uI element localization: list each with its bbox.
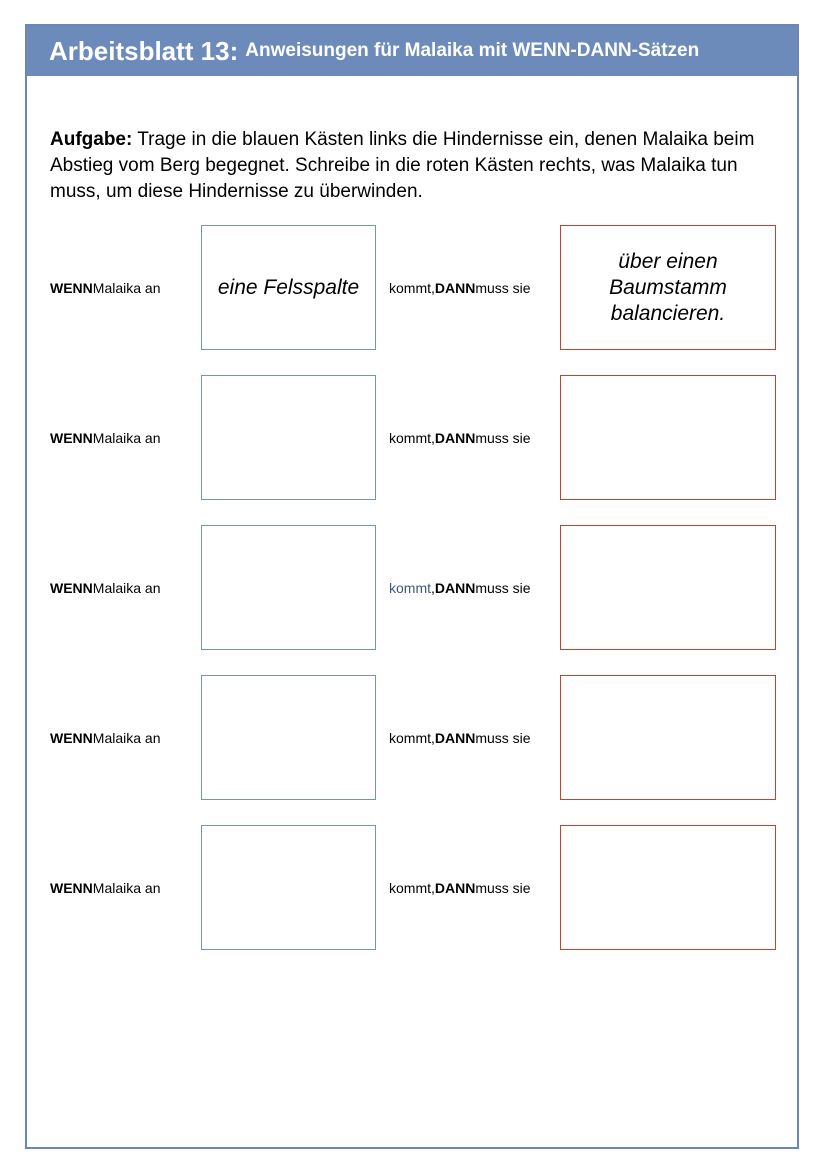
worksheet-title: Anweisungen für Malaika mit WENN-DANN-Sätzen <box>245 40 700 61</box>
action-box[interactable]: über einen Baumstamm balancieren. <box>560 225 776 350</box>
wenn-label <box>50 675 160 800</box>
wenn-label <box>50 525 160 650</box>
kommt-text: kommt <box>389 429 431 446</box>
dann-keyword: DANN <box>434 879 476 896</box>
task-text: Trage in die blauen Kästen links die Hindernisse ein, denen Malaika beim Abstieg vom Berg begegnet. Schreibe in die roten Kästen rechts, was Malaika tun muss, um diese Hindernisse zu überwinden. <box>50 129 755 202</box>
malaika-an-text: Malaika an <box>92 729 161 746</box>
dann-keyword: DANN <box>434 429 476 446</box>
comma-text: , <box>431 879 435 896</box>
dann-keyword: DANN <box>434 279 476 296</box>
wenn-keyword: WENN <box>50 729 93 746</box>
wenn-label <box>50 225 160 350</box>
worksheet-header <box>27 26 797 76</box>
obstacle-box[interactable] <box>201 675 376 800</box>
task-label: Aufgabe: <box>50 129 133 150</box>
wenn-label <box>50 375 160 500</box>
dann-label <box>389 825 531 950</box>
muss-sie-text: muss sie <box>475 579 531 596</box>
worksheet-frame <box>25 24 799 1149</box>
muss-sie-text: muss sie <box>475 729 531 746</box>
wenn-keyword: WENN <box>50 279 93 296</box>
sentence-row <box>27 375 797 500</box>
action-box[interactable] <box>560 675 776 800</box>
dann-label <box>389 375 531 500</box>
kommt-text: kommt <box>389 579 431 596</box>
comma-text: , <box>431 579 435 596</box>
wenn-keyword: WENN <box>50 429 93 446</box>
sentence-row <box>27 825 797 950</box>
malaika-an-text: Malaika an <box>92 579 161 596</box>
dann-label <box>389 525 531 650</box>
sentence-row <box>27 675 797 800</box>
comma-text: , <box>431 429 435 446</box>
kommt-text: kommt <box>389 879 431 896</box>
malaika-an-text: Malaika an <box>92 429 161 446</box>
dann-keyword: DANN <box>434 729 476 746</box>
obstacle-box[interactable] <box>201 375 376 500</box>
sentence-row <box>27 525 797 650</box>
muss-sie-text: muss sie <box>475 429 531 446</box>
comma-text: , <box>431 729 435 746</box>
dann-label <box>389 225 531 350</box>
dann-label <box>389 675 531 800</box>
sentence-row <box>27 225 797 350</box>
worksheet-number: Arbeitsblatt 13: <box>49 35 239 66</box>
action-box[interactable] <box>560 525 776 650</box>
malaika-an-text: Malaika an <box>92 279 161 296</box>
task-instructions <box>50 127 790 205</box>
wenn-keyword: WENN <box>50 879 93 896</box>
wenn-keyword: WENN <box>50 579 93 596</box>
kommt-text: kommt <box>389 279 431 296</box>
obstacle-box[interactable] <box>201 825 376 950</box>
comma-text: , <box>431 279 435 296</box>
muss-sie-text: muss sie <box>475 879 531 896</box>
malaika-an-text: Malaika an <box>92 879 161 896</box>
action-box[interactable] <box>560 825 776 950</box>
kommt-text: kommt <box>389 729 431 746</box>
dann-keyword: DANN <box>434 579 476 596</box>
wenn-label <box>50 825 160 950</box>
obstacle-box[interactable] <box>201 525 376 650</box>
action-box[interactable] <box>560 375 776 500</box>
obstacle-box[interactable]: eine Felsspalte <box>201 225 376 350</box>
muss-sie-text: muss sie <box>475 279 531 296</box>
